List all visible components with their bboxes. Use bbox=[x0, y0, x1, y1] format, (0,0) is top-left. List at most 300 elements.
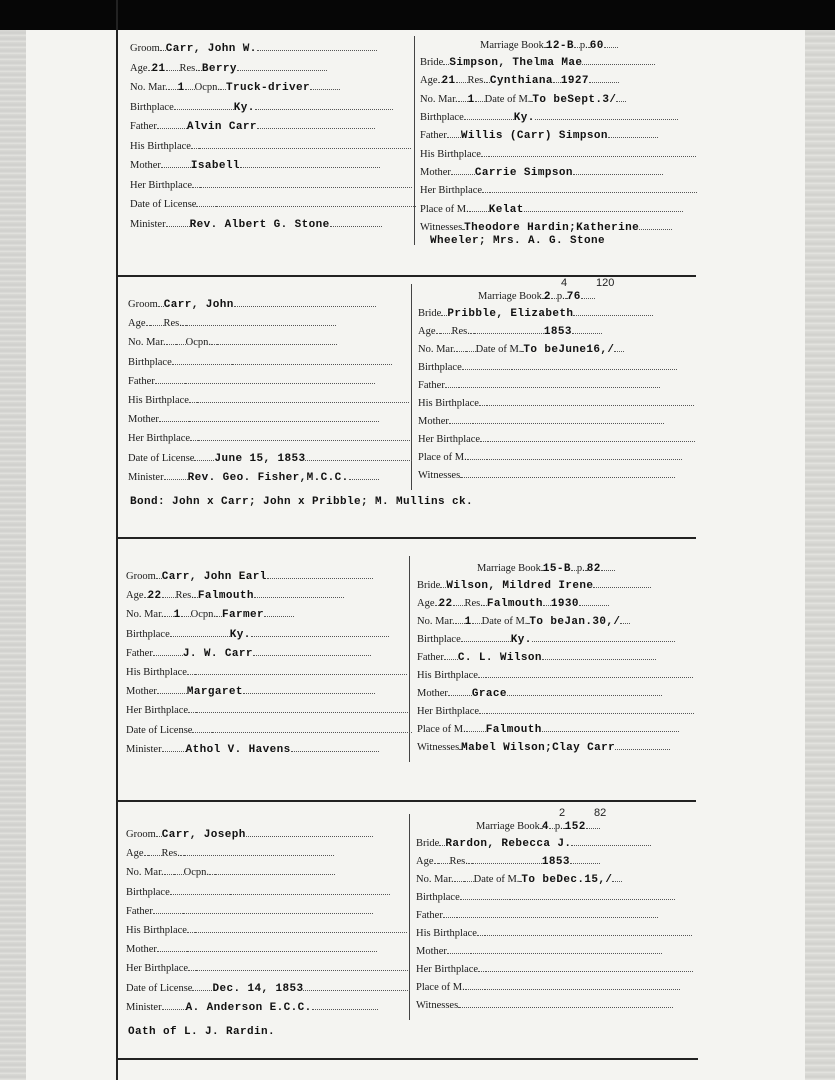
fill-in-line bbox=[486, 961, 693, 972]
date-of-license-field bbox=[126, 980, 410, 996]
groom-mother-field-label: Mother bbox=[130, 160, 161, 171]
ocpn-label: Ocpn. bbox=[190, 609, 217, 621]
place-of-m-field-label: Place of M. bbox=[418, 452, 467, 464]
bride-mother-field-label: Mother bbox=[417, 688, 448, 700]
groom-mother-field-label: Mother bbox=[126, 944, 157, 956]
fill-in-line bbox=[164, 469, 188, 480]
groom-age-value: 21 bbox=[151, 62, 166, 75]
fill-in-line bbox=[459, 377, 660, 388]
fill-in-line bbox=[440, 323, 452, 334]
groom-field-value: Carr, John Earl bbox=[161, 571, 267, 583]
fill-in-line bbox=[174, 864, 184, 875]
bride-no-mar-value: 1 bbox=[464, 616, 472, 629]
res-label: Res. bbox=[163, 318, 182, 330]
bride-mother-field bbox=[418, 413, 664, 429]
bride-father-field-label: Father bbox=[417, 652, 444, 664]
fill-in-line bbox=[303, 980, 409, 991]
fill-in-line bbox=[614, 341, 624, 352]
fill-in-line bbox=[487, 449, 682, 460]
groom-res-value: Falmouth bbox=[197, 590, 254, 603]
bride-her-birthplace-field-label: Her Birthplace bbox=[416, 964, 479, 976]
bride-field bbox=[420, 54, 655, 70]
fill-in-line bbox=[187, 664, 195, 675]
bride-birthplace-field bbox=[417, 631, 675, 647]
fill-in-line bbox=[478, 667, 486, 678]
witnesses-field-value: Mabel Wilson;Clay Carr bbox=[461, 742, 616, 755]
fill-in-line bbox=[454, 871, 464, 882]
book-number-above: 4 bbox=[561, 277, 568, 289]
bride-age-value: 21 bbox=[441, 75, 456, 88]
fill-in-line bbox=[255, 99, 393, 110]
groom-mother-field-label: Mother bbox=[128, 414, 159, 426]
fill-in-line bbox=[438, 853, 450, 864]
fill-in-line bbox=[191, 138, 199, 149]
groom-age-res-field bbox=[130, 60, 327, 76]
fill-in-line bbox=[192, 722, 212, 733]
groom-birthplace-field-label: Birthplace bbox=[126, 628, 170, 640]
date-of-m-label: Date of M. bbox=[484, 93, 531, 105]
page-number-above: 120 bbox=[596, 277, 615, 289]
fill-in-line bbox=[579, 595, 609, 606]
date-of-m-value: To beDec.15,/ bbox=[521, 874, 613, 887]
fill-in-line bbox=[164, 864, 174, 875]
groom-nomar-ocpn-field bbox=[130, 79, 340, 95]
res-label: Res. bbox=[179, 62, 198, 74]
fill-in-line bbox=[185, 79, 195, 90]
fill-in-line bbox=[188, 702, 196, 713]
fill-in-line bbox=[472, 853, 542, 864]
ocpn-label: Ocpn. bbox=[183, 867, 209, 879]
fill-in-line bbox=[330, 216, 382, 227]
bride-his-birthplace-field bbox=[417, 667, 693, 683]
marriage-book-field bbox=[477, 560, 615, 576]
fill-in-line bbox=[478, 961, 486, 972]
record-note: Oath of L. J. Rardin. bbox=[128, 1026, 276, 1038]
fill-in-line bbox=[240, 157, 380, 168]
groom-mother-field-value: Margaret bbox=[186, 686, 243, 699]
fill-in-line bbox=[254, 587, 344, 598]
witnesses-field bbox=[417, 739, 670, 755]
fill-in-line bbox=[477, 925, 485, 936]
fill-in-line bbox=[481, 146, 489, 157]
bride-mother-field-label: Mother bbox=[416, 946, 447, 958]
marriage-book-field bbox=[478, 288, 595, 304]
fill-in-line bbox=[593, 577, 651, 588]
scan-top-border bbox=[0, 0, 835, 30]
ocpn-label: Ocpn. bbox=[185, 337, 211, 349]
fill-in-line bbox=[199, 138, 411, 149]
fill-in-line bbox=[447, 943, 471, 954]
marriage-book-label: Marriage Book bbox=[477, 563, 541, 574]
marriage-book-number: 15-B bbox=[542, 563, 571, 575]
fill-in-line bbox=[482, 182, 490, 193]
fill-in-line bbox=[464, 109, 514, 120]
bride-age-label: Age bbox=[416, 856, 434, 868]
scan-right-margin bbox=[805, 30, 835, 1080]
witnesses-field-label: Witnesses bbox=[416, 1000, 459, 1012]
fill-in-line bbox=[166, 216, 190, 227]
fill-in-line bbox=[192, 980, 212, 991]
groom-field bbox=[128, 296, 376, 312]
groom-birthplace-field-label: Birthplace bbox=[128, 356, 172, 368]
res-label: Res. bbox=[161, 848, 180, 860]
groom-age-value: 22 bbox=[147, 590, 162, 603]
bride-father-field bbox=[418, 377, 660, 393]
bride-res-label: Res. bbox=[467, 75, 486, 87]
fill-in-line bbox=[542, 649, 657, 660]
fill-in-line bbox=[189, 392, 197, 403]
place-of-m-field-label: Place of M. bbox=[417, 724, 466, 736]
bride-nomar-date-field bbox=[420, 91, 626, 107]
groom-birthplace-field bbox=[128, 354, 392, 370]
fill-in-line bbox=[475, 91, 485, 102]
fill-in-line bbox=[639, 219, 672, 230]
groom-her-birthplace-field bbox=[130, 177, 412, 193]
fill-in-line bbox=[234, 296, 376, 307]
bride-age-label: Age bbox=[417, 598, 435, 610]
fill-in-line bbox=[445, 377, 459, 388]
fill-in-line bbox=[573, 305, 652, 316]
record-note: Bond: John x Carr; John x Pribble; M. Mullins ck. bbox=[130, 496, 474, 508]
bride-her-birthplace-field bbox=[416, 961, 693, 977]
fill-in-line bbox=[474, 323, 544, 334]
fill-in-line bbox=[542, 721, 679, 732]
fill-in-line bbox=[170, 884, 230, 895]
fill-in-line bbox=[172, 354, 232, 365]
date-of-license-field-label: Date of License bbox=[126, 982, 193, 994]
fill-in-line bbox=[170, 626, 230, 637]
marriage-book-page: 76 bbox=[566, 291, 581, 303]
marriage-book-label: Marriage Book bbox=[478, 291, 542, 302]
bride-her-birthplace-field bbox=[417, 703, 694, 719]
marriage-book-field bbox=[476, 818, 600, 834]
bride-field-value: Rardon, Rebecca J. bbox=[445, 838, 572, 850]
groom-mother-field bbox=[130, 157, 380, 173]
groom-res-value: Berry bbox=[201, 62, 237, 75]
fill-in-line bbox=[230, 884, 390, 895]
marriage-book-label: Marriage Book bbox=[480, 40, 544, 51]
fill-in-line bbox=[573, 164, 663, 175]
groom-her-birthplace-field-label: Her Birthplace bbox=[126, 963, 189, 975]
fill-in-line bbox=[237, 60, 327, 71]
bride-field-value: Wilson, Mildred Irene bbox=[446, 580, 594, 592]
fill-in-line bbox=[150, 315, 164, 326]
groom-father-field bbox=[128, 373, 375, 389]
groom-father-field-label: Father bbox=[128, 375, 155, 387]
fill-in-line bbox=[553, 72, 561, 83]
fill-in-line bbox=[267, 568, 373, 579]
bride-father-field-label: Father bbox=[420, 130, 447, 142]
minister-field-label: Minister bbox=[126, 1001, 162, 1013]
bride-father-field-label: Father bbox=[416, 910, 443, 922]
fill-in-line bbox=[465, 979, 485, 990]
groom-birthplace-field bbox=[126, 884, 390, 900]
bride-nomar-date-field bbox=[417, 613, 630, 629]
bride-age-res-field bbox=[416, 853, 600, 869]
fill-in-line bbox=[448, 685, 472, 696]
fill-in-line bbox=[166, 334, 176, 345]
bride-her-birthplace-field bbox=[418, 431, 695, 447]
bride-mother-field bbox=[416, 943, 662, 959]
fill-in-line bbox=[466, 341, 476, 352]
bride-father-field bbox=[417, 649, 656, 665]
bride-mother-field-value: Grace bbox=[471, 688, 507, 701]
fill-in-line bbox=[216, 196, 416, 207]
place-of-m-field bbox=[420, 201, 683, 217]
fill-in-line bbox=[251, 626, 389, 637]
groom-no-mar-value: 1 bbox=[173, 609, 181, 622]
bride-his-birthplace-field-label: His Birthplace bbox=[416, 928, 477, 940]
fill-in-line bbox=[469, 201, 489, 212]
groom-field-label: Groom bbox=[130, 43, 160, 54]
witnesses-field bbox=[418, 467, 675, 483]
minister-field bbox=[128, 469, 379, 485]
age-label: Age bbox=[130, 62, 148, 74]
bride-age-value: 22 bbox=[438, 598, 453, 611]
groom-his-birthplace-field bbox=[128, 392, 409, 408]
fill-in-line bbox=[485, 925, 692, 936]
fill-in-line bbox=[166, 60, 180, 71]
groom-his-birthplace-field-label: His Birthplace bbox=[128, 395, 189, 406]
bride-birthplace-field bbox=[418, 359, 677, 375]
date-of-license-field-label: Date of License bbox=[130, 199, 197, 210]
groom-her-birthplace-field bbox=[126, 960, 408, 976]
bride-his-birthplace-field bbox=[416, 925, 692, 941]
fill-in-line bbox=[570, 853, 600, 864]
fill-in-line bbox=[194, 450, 214, 461]
bride-field-label: Bride bbox=[417, 580, 441, 591]
fill-in-line bbox=[186, 315, 336, 326]
minister-field-label: Minister bbox=[130, 218, 166, 230]
fill-in-line bbox=[572, 323, 602, 334]
fill-in-line bbox=[291, 741, 379, 752]
fill-in-line bbox=[305, 450, 411, 461]
date-of-license-field-value: June 15, 1853 bbox=[214, 452, 306, 465]
fill-in-line bbox=[162, 741, 186, 752]
fill-in-line bbox=[466, 721, 486, 732]
fill-in-line bbox=[243, 683, 375, 694]
fill-in-line bbox=[457, 907, 658, 918]
page-label: p. bbox=[554, 821, 563, 832]
minister-field bbox=[126, 999, 378, 1015]
bride-age-res-field bbox=[420, 72, 619, 88]
bride-field-label: Bride bbox=[418, 308, 442, 319]
fill-in-line bbox=[458, 91, 468, 102]
bride-no-mar-label: No. Mar. bbox=[417, 616, 455, 628]
page-label: p. bbox=[576, 563, 585, 574]
fill-in-line bbox=[464, 871, 474, 882]
fill-in-line bbox=[462, 359, 512, 370]
marriage-book-field bbox=[480, 37, 618, 53]
fill-in-line bbox=[190, 430, 198, 441]
fill-in-line bbox=[455, 613, 465, 624]
groom-nomar-ocpn-field bbox=[128, 334, 337, 350]
bride-year-value: 1853 bbox=[541, 856, 570, 869]
fill-in-line bbox=[153, 645, 183, 656]
fill-in-line bbox=[620, 613, 630, 624]
groom-field bbox=[126, 826, 373, 842]
date-of-license-field bbox=[126, 722, 412, 738]
fill-in-line bbox=[187, 941, 377, 952]
groom-ocpn-value: Farmer bbox=[222, 609, 265, 622]
bride-father-field bbox=[420, 127, 658, 143]
marriage-book-page: 152 bbox=[564, 821, 586, 833]
bride-res-label: Res. bbox=[449, 856, 468, 868]
fill-in-line bbox=[615, 739, 670, 750]
date-of-m-label: Date of M. bbox=[475, 344, 522, 356]
fill-in-line bbox=[212, 722, 412, 733]
groom-birthplace-field-value: Ky. bbox=[229, 628, 251, 641]
bride-her-birthplace-field-label: Her Birthplace bbox=[417, 706, 480, 718]
groom-mother-field bbox=[126, 683, 375, 699]
groom-her-birthplace-field-label: Her Birthplace bbox=[126, 705, 189, 717]
fill-in-line bbox=[197, 392, 409, 403]
age-label: Age bbox=[126, 590, 144, 602]
fill-in-line bbox=[196, 960, 408, 971]
scan-left-margin bbox=[0, 30, 26, 1080]
bride-age-label: Age bbox=[418, 326, 436, 338]
bride-mother-field bbox=[420, 164, 663, 180]
place-of-m-field bbox=[417, 721, 679, 737]
fill-in-line bbox=[157, 941, 187, 952]
groom-father-field-label: Father bbox=[130, 121, 157, 132]
minister-field-value: Rev. Geo. Fisher,M.C.C. bbox=[187, 471, 349, 484]
fill-in-line bbox=[253, 645, 371, 656]
bride-mother-field-value: Carrie Simpson bbox=[474, 166, 573, 179]
fill-in-line bbox=[472, 613, 482, 624]
bride-no-mar-label: No. Mar. bbox=[418, 344, 456, 356]
fill-in-line bbox=[612, 871, 622, 882]
fill-in-line bbox=[586, 818, 600, 829]
fill-in-line bbox=[155, 373, 185, 384]
bride-res-label: Res. bbox=[451, 326, 470, 338]
bride-mother-field bbox=[417, 685, 662, 701]
marriage-book-label: Marriage Book bbox=[476, 821, 540, 832]
groom-field-value: Carr, John W. bbox=[165, 43, 257, 55]
fill-in-line bbox=[185, 373, 375, 384]
fill-in-line bbox=[181, 606, 191, 617]
no-mar-label: No. Mar. bbox=[130, 82, 168, 93]
fill-in-line bbox=[188, 960, 196, 971]
page-number-above: 82 bbox=[594, 807, 607, 819]
bride-no-mar-value: 1 bbox=[467, 93, 475, 106]
bride-res-label: Res. bbox=[464, 598, 483, 610]
fill-in-line bbox=[257, 40, 377, 51]
fill-in-line bbox=[192, 177, 200, 188]
minister-field-value: Athol V. Havens bbox=[185, 743, 291, 756]
date-of-m-value: To beJan.30,/ bbox=[529, 616, 621, 629]
fill-in-line bbox=[571, 835, 650, 846]
date-of-license-field-label: Date of License bbox=[128, 452, 195, 464]
groom-his-birthplace-field bbox=[130, 138, 411, 154]
date-of-license-field bbox=[130, 196, 416, 212]
groom-age-res-field bbox=[126, 845, 334, 861]
bride-mother-field-label: Mother bbox=[418, 416, 449, 428]
fill-in-line bbox=[159, 411, 189, 422]
fill-in-line bbox=[183, 903, 373, 914]
fill-in-line bbox=[480, 431, 488, 442]
bride-birthplace-field-value: Ky. bbox=[510, 634, 532, 647]
res-label: Res. bbox=[175, 590, 194, 602]
groom-mother-field bbox=[126, 941, 377, 957]
bride-res-value: Falmouth bbox=[486, 598, 543, 611]
bride-field bbox=[418, 305, 653, 321]
groom-her-birthplace-field bbox=[126, 702, 408, 718]
groom-his-birthplace-field bbox=[126, 922, 407, 938]
place-of-m-field-label: Place of M. bbox=[420, 203, 469, 215]
fill-in-line bbox=[215, 864, 335, 875]
bride-his-birthplace-field-label: His Birthplace bbox=[420, 148, 481, 160]
fill-in-line bbox=[451, 164, 475, 175]
date-of-license-field-label: Date of License bbox=[126, 724, 193, 736]
groom-field-value: Carr, Joseph bbox=[161, 829, 246, 841]
marriage-book-page: 82 bbox=[586, 563, 601, 575]
groom-father-field-label: Father bbox=[126, 647, 153, 659]
record-separator bbox=[118, 800, 696, 802]
bride-age-label: Age bbox=[420, 75, 438, 87]
minister-field bbox=[130, 216, 382, 232]
bride-mother-field-label: Mother bbox=[420, 166, 451, 178]
minister-field-label: Minister bbox=[126, 743, 162, 755]
fill-in-line bbox=[312, 999, 378, 1010]
bride-father-field-value: Willis (Carr) Simpson bbox=[460, 130, 608, 143]
fill-in-line bbox=[489, 146, 696, 157]
groom-birthplace-field-label: Birthplace bbox=[126, 886, 170, 898]
date-of-license-field bbox=[128, 450, 412, 466]
bride-birthplace-field-label: Birthplace bbox=[420, 111, 464, 123]
bride-age-res-field bbox=[418, 323, 602, 339]
groom-birthplace-field bbox=[130, 99, 393, 115]
date-of-m-label: Date of M. bbox=[481, 616, 528, 628]
place-of-m-field-label: Place of M. bbox=[416, 982, 465, 994]
bride-field-value: Simpson, Thelma Mae bbox=[449, 57, 583, 69]
witnesses-continued: Wheeler; Mrs. A. G. Stone bbox=[430, 235, 606, 248]
bride-no-mar-label: No. Mar. bbox=[420, 93, 458, 105]
fill-in-line bbox=[535, 109, 678, 120]
fill-in-line bbox=[485, 979, 680, 990]
bride-field bbox=[417, 577, 651, 593]
bride-his-birthplace-field bbox=[418, 395, 694, 411]
fill-in-line bbox=[162, 587, 176, 598]
groom-her-birthplace-field-label: Her Birthplace bbox=[130, 179, 193, 191]
bride-father-field bbox=[416, 907, 658, 923]
fill-in-line bbox=[467, 449, 487, 460]
bride-no-mar-label: No. Mar. bbox=[416, 874, 454, 886]
ocpn-label: Ocpn. bbox=[194, 82, 221, 93]
fill-in-line bbox=[462, 467, 675, 478]
date-of-m-value: To beJune16,/ bbox=[523, 344, 615, 357]
fill-in-line bbox=[200, 177, 412, 188]
date-of-m-value: To beSept.3/ bbox=[532, 93, 617, 106]
minister-field-value: A. Anderson E.C.C. bbox=[185, 1001, 312, 1014]
fill-in-line bbox=[246, 826, 374, 837]
fill-in-line bbox=[616, 91, 626, 102]
fill-in-line bbox=[456, 72, 468, 83]
witnesses-field-label: Witnesses bbox=[420, 221, 463, 233]
fill-in-line bbox=[161, 157, 191, 168]
bride-her-birthplace-field-label: Her Birthplace bbox=[418, 434, 481, 446]
groom-age-res-field bbox=[128, 315, 336, 331]
groom-field bbox=[130, 40, 377, 56]
bride-birthplace-field-label: Birthplace bbox=[416, 892, 460, 904]
fill-in-line bbox=[461, 631, 511, 642]
fill-in-line bbox=[257, 118, 375, 129]
groom-no-mar-value: 1 bbox=[177, 82, 185, 94]
minister-field-label: Minister bbox=[128, 471, 164, 483]
witnesses-field-label: Witnesses bbox=[418, 470, 461, 482]
bride-nomar-date-field bbox=[416, 871, 622, 887]
fill-in-line bbox=[487, 703, 694, 714]
